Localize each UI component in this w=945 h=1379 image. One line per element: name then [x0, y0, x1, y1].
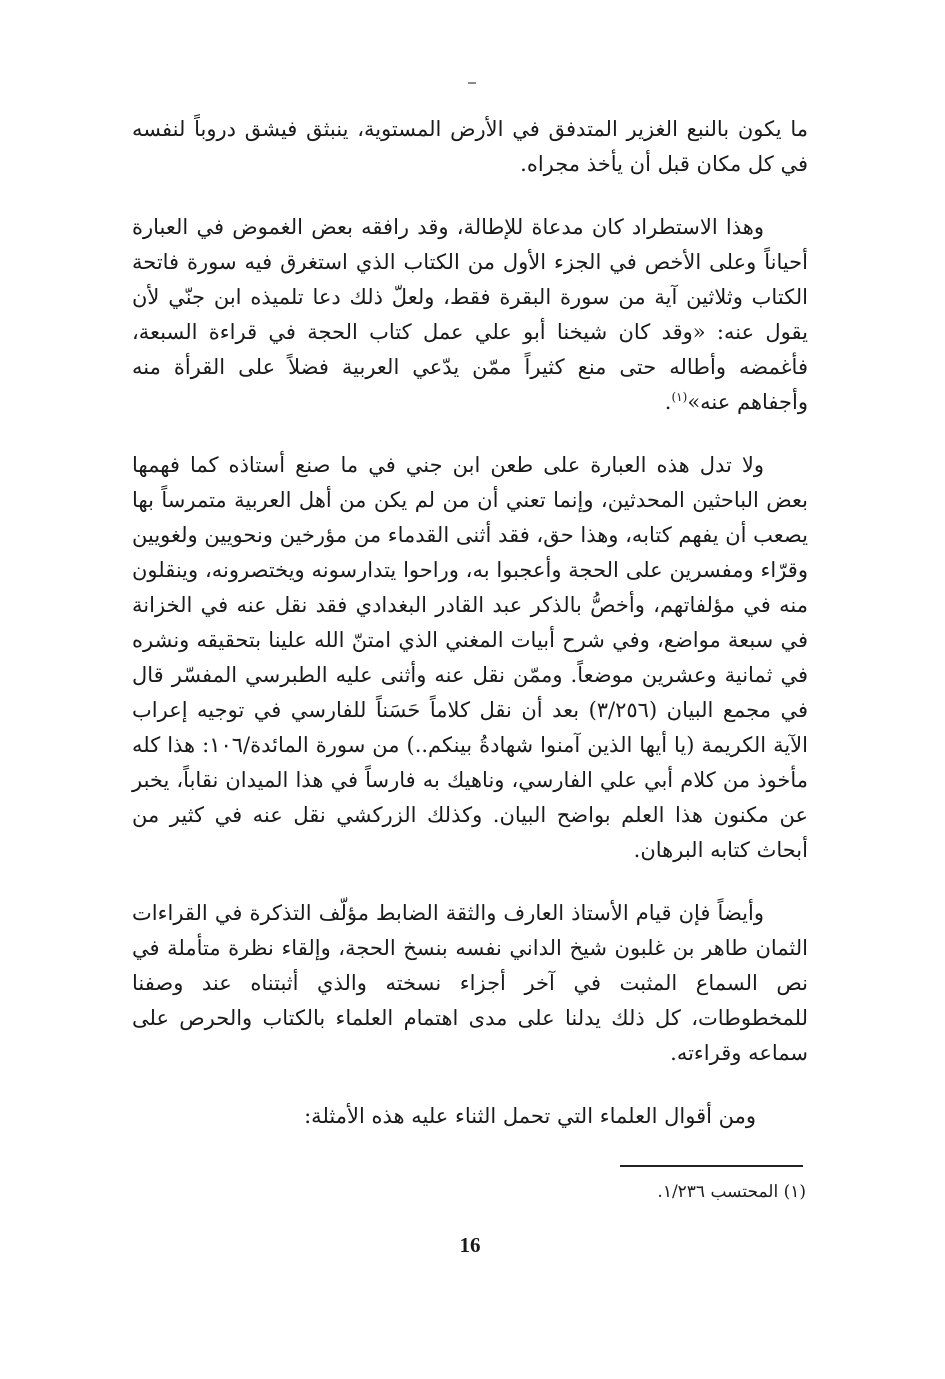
paragraph-3-text: ولا تدل هذه العبارة على طعن ابن جني في ما صنع أستاذه كما فهمها بعض الباحثين المحدثين، وإنما تعني أن من لم يكن من أهل العربية متمرساً بها يصعب أن يفهم كتابه، وهذا حق، فقد أثنى القدماء من مؤرخين ونحويين ولغويين وقرّاء ومفسرين على الحجة وأعجبوا به، وراحوا يتدارسونه ويختصرونه، وينقلون منه في مؤلفاتهم، وأخصُّ بالذكر عبد القادر البغدادي فقد نقل عنه في الخزانة في سبعة مواضع، وفي شرح أبيات المغني الذي امتنّ الله علينا بتحقيقه ونشره في ثمانية وعشرين موضعاً. وممّن نقل عنه وأثنى عليه الطبرسي المفسّر قال في مجمع البيان (٣/٢٥٦) بعد أن نقل كلاماً حَسَناً للفارسي في توجيه إعراب الآية الكريمة (يا أيها الذين آمنوا شهادةُ بينكم..) من سورة المائدة/١٠٦: هذا كله مأخوذ من كلام أبي علي الفارسي، وناهيك به فارساً في هذا الميدان نقاباً، يخبر عن مكنون هذا العلم بواضح البيان. وكذلك الزركشي نقل عنه في كثير من أبحاث كتابه البرهان.	[132, 453, 808, 862]
paragraph-2-tail: .	[664, 390, 672, 414]
paragraph-5	[132, 1099, 808, 1134]
page-number: 16	[459, 1233, 481, 1257]
paragraph-1	[132, 112, 808, 182]
paragraph-2-text: وهذا الاستطراد كان مدعاة للإطالة، وقد رافقه بعض الغموض في العبارة أحياناً وعلى الأخص في الجزء الأول من الكتاب الذي استغرق فيه سورة فاتحة الكتاب وثلاثين آية من سورة البقرة فقط، ولعلّ ذلك دعا تلميذه ابن جنّي لأن يقول عنه: «وقد كان شيخنا أبو علي عمل كتاب الحجة في قراءة السبعة، فأغمضه وأطاله حتى منع كثيراً ممّن يدّعي العربية فضلاً على القرأة منه وأجفاهم عنه»	[132, 215, 808, 414]
footnote-divider	[620, 1165, 803, 1167]
body-text	[132, 112, 808, 1134]
top-mark	[468, 82, 476, 84]
paragraph-1-text: ما يكون بالنبع الغزير المتدفق في الأرض المستوية، ينبثق فيشق دروباً لنفسه في كل مكان قبل أن يأخذ مجراه.	[132, 117, 808, 176]
paragraph-3	[132, 448, 808, 868]
paragraph-2	[132, 210, 808, 420]
paragraph-4	[132, 896, 808, 1071]
footnote-reference[interactable]: (١)	[671, 390, 688, 404]
paragraph-5-text: ومن أقوال العلماء التي تحمل الثناء عليه هذه الأمثلة:	[304, 1104, 756, 1128]
paragraph-4-text: وأيضاً فإن قيام الأستاذ العارف والثقة الضابط مؤلّف التذكرة في القراءات الثمان طاهر بن غلبون شيخ الداني نفسه بنسخ الحجة، وإلقاء نظرة متأملة في نص السماع المثبت في آخر أجزاء نسخته والذي أثبتناه عند وصفنا للمخطوطات، كل ذلك يدلنا على مدى اهتمام العلماء بالكتاب والحرص على سماعه وقراءته.	[132, 901, 808, 1065]
footnote: (١) المحتسب ١/٢٣٦.	[657, 1182, 806, 1202]
